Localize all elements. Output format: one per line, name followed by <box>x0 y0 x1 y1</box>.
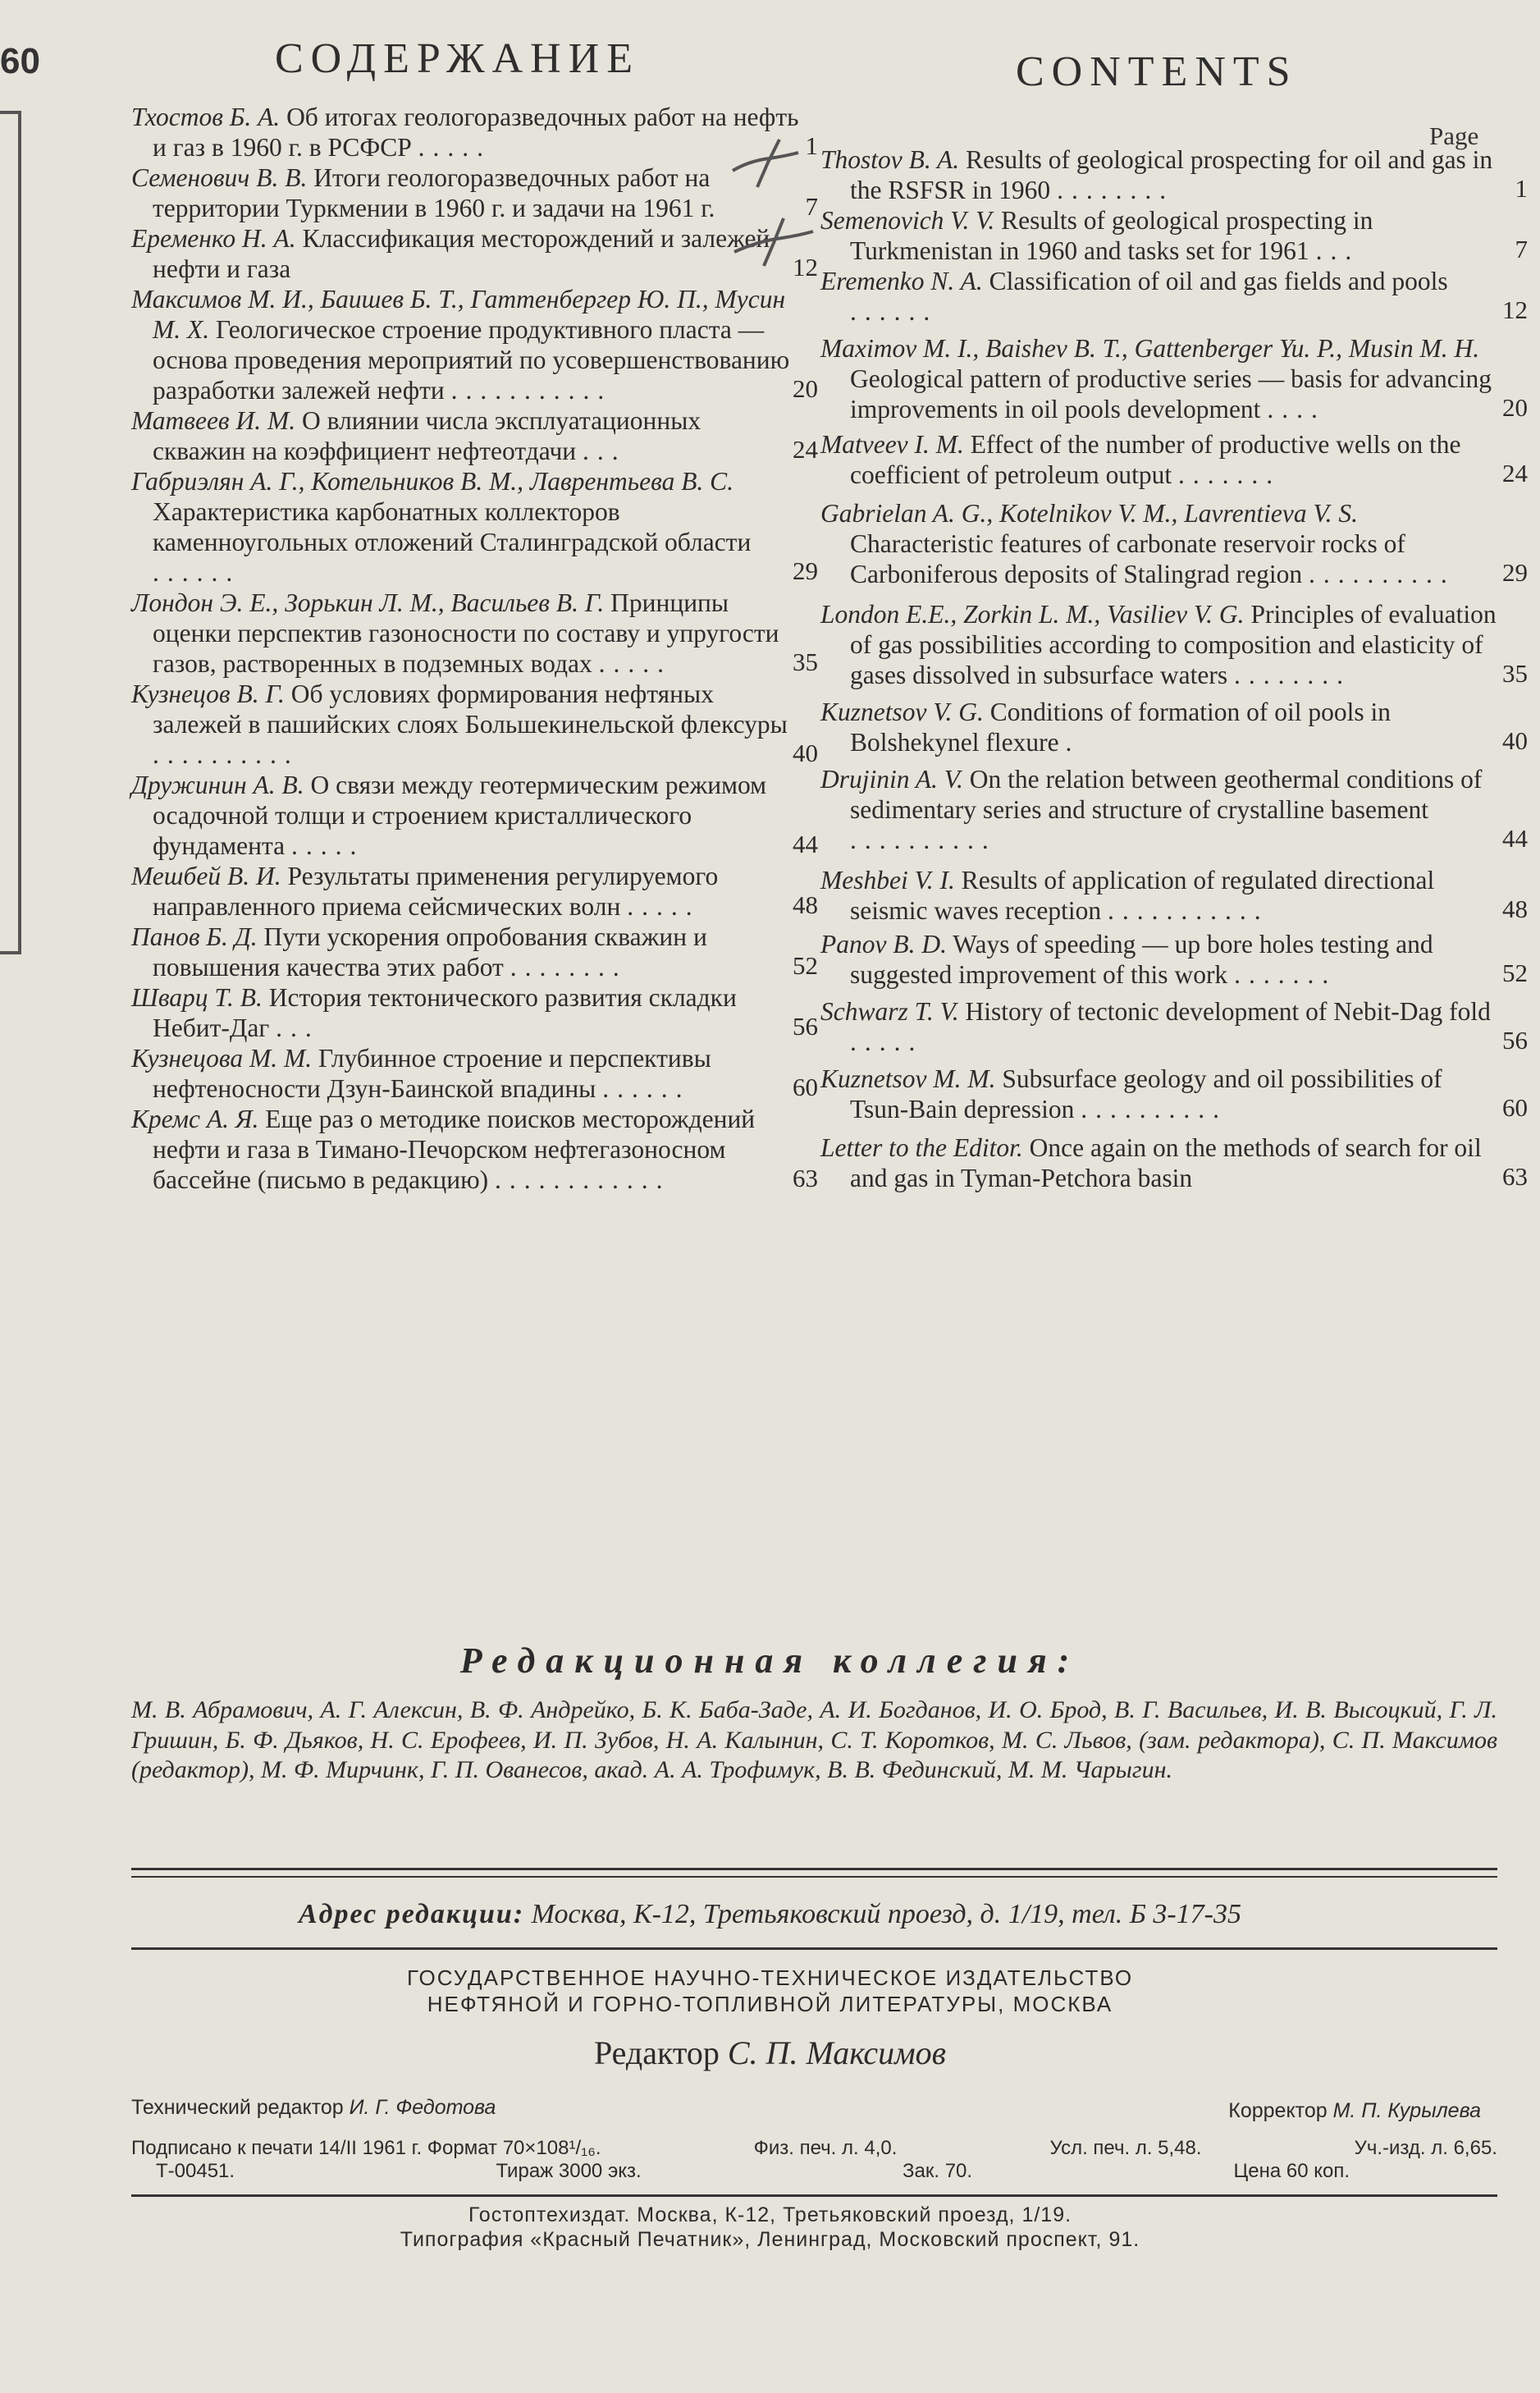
toc-entry-text: Principles of evaluation of gas possibilities according to composition and elasticity of gases dissolved in subsurface waters <box>850 600 1497 689</box>
toc-entry-page: 44 <box>1502 824 1528 853</box>
toc-entry-text: Глубинное строение и перспективы нефтеносности Дзун-Баинской впадины <box>153 1044 711 1103</box>
print-field: Тираж 3000 экз. <box>496 2160 642 2182</box>
toc-entry-page: 1 <box>805 131 818 160</box>
toc-entry <box>820 764 1528 855</box>
toc-entry-leaders: ..... <box>627 892 701 921</box>
corrector-credit <box>1228 2099 1481 2123</box>
toc-entry-leaders: .......... <box>153 740 299 769</box>
toc-entry-author: Kuznetsov M. M. <box>820 1064 996 1093</box>
divider-rule <box>131 2194 1497 2197</box>
toc-entry <box>131 588 818 679</box>
toc-entry-page: 40 <box>1502 726 1528 755</box>
toc-entry-text: История тектонического развития складки Небит-Даг <box>153 983 737 1042</box>
print-field: Усл. печ. л. 5,48. <box>1049 2137 1202 2159</box>
toc-entry-title <box>820 144 1501 205</box>
toc-entry-title <box>131 102 800 162</box>
toc-entry-title <box>131 1043 800 1104</box>
print-field: Подписано к печати 14/II 1961 г. Формат 70×108¹/₁₆. <box>131 2137 601 2159</box>
toc-entry-text: Geological pattern of productive series — basis for advancing improvements in oil pools development <box>850 364 1492 423</box>
toc-entry-leaders: ...... <box>850 297 939 326</box>
toc-entry-author: Gabrielan A. G., Kotelnikov V. M., Lavrentieva V. S. <box>820 499 1359 528</box>
toc-entry-author: Семенович В. В. <box>131 163 308 192</box>
toc-entry <box>820 996 1528 1057</box>
toc-entry-author: Кремс А. Я. <box>131 1105 259 1133</box>
toc-entry-page: 24 <box>1502 459 1528 487</box>
toc-entry-author: Кузнецов В. Г. <box>131 679 285 708</box>
toc-entry <box>820 697 1528 757</box>
toc-entry-leaders: ........ <box>1057 176 1175 204</box>
toc-entry <box>131 922 818 982</box>
toc-entry-page: 12 <box>793 253 818 281</box>
toc-entry <box>131 861 818 922</box>
toc-entry-page: 60 <box>1502 1093 1528 1122</box>
toc-entry-author: Semenovich V. V. <box>820 206 995 235</box>
toc-entry-leaders: ... <box>583 437 627 465</box>
toc-entry-title <box>820 1064 1501 1124</box>
toc-entry-title <box>820 205 1501 266</box>
en-toc <box>820 102 1528 1193</box>
toc-entry-text: Subsurface geology and oil possibilities of Tsun-Bain depression <box>850 1064 1442 1123</box>
toc-entry-page: 7 <box>1515 235 1528 263</box>
print-field: Цена 60 коп. <box>1233 2160 1350 2182</box>
toc-entry-page: 35 <box>793 647 818 676</box>
toc-entry-leaders: .......... <box>850 826 997 854</box>
toc-entry-page: 56 <box>793 1012 818 1041</box>
toc-entry-page: 29 <box>793 556 818 585</box>
toc-entry-title <box>131 922 800 982</box>
toc-entry-author: Кузнецова М. М. <box>131 1044 313 1073</box>
print-field: Уч.-изд. л. 6,65. <box>1354 2137 1497 2159</box>
address-label: Адрес редакции: <box>298 1899 525 1929</box>
toc-entry-author: Meshbei V. I. <box>820 866 955 895</box>
editor-label: Редактор <box>593 2034 728 2071</box>
toc-entry-author: Maximov M. I., Baishev B. T., Gattenberger Yu. P., Musin M. H. <box>820 334 1480 363</box>
corrector-label: Корректор <box>1228 2099 1333 2122</box>
toc-entry-page: 7 <box>805 192 818 221</box>
toc-entry-leaders: . <box>1065 728 1081 757</box>
toc-entry <box>820 144 1528 205</box>
toc-entry <box>820 205 1528 266</box>
toc-entry-text: О связи между геотермическим режимом осадочной толщи и строением кристаллического фундамента <box>153 771 767 860</box>
toc-entry-title <box>131 284 800 405</box>
toc-entry-text: Classification of oil and gas fields and pools <box>982 267 1448 295</box>
toc-entry-text: Еще раз о методике поисков месторождений нефти и газа в Тимано-Печорском нефтегазоносном бассейне (письмо в редакцию) <box>153 1105 756 1194</box>
toc-entry-author: Дружинин А. В. <box>131 771 304 799</box>
toc-entry-text: Пути ускорения опробования скважин и повышения качества этих работ <box>153 922 707 981</box>
ru-toc <box>131 102 818 1195</box>
toc-entry-title <box>820 266 1501 327</box>
toc-entry <box>820 929 1528 990</box>
toc-entry-title <box>820 697 1501 757</box>
toc-entry-author: Габриэлян А. Г., Котельников В. М., Лаврентьева В. С. <box>131 467 734 496</box>
toc-entry-text: Геологическое строение продуктивного пласта — основа проведения мероприятий по усовершенствованию разработки залежей нефти <box>153 315 790 405</box>
toc-entry-leaders: ... <box>276 1013 320 1042</box>
toc-entry-text: Effect of the number of productive wells on the coefficient of petroleum output <box>850 430 1461 489</box>
toc-entry-page: 60 <box>793 1073 818 1101</box>
toc-entry <box>131 1104 818 1195</box>
toc-entry-text: Characteristic features of carbonate reservoir rocks of Carboniferous deposits of Stalingrad region <box>850 529 1405 588</box>
en-contents-title: CONTENTS <box>1016 48 1298 95</box>
toc-entry-page: 40 <box>793 739 818 767</box>
toc-entry-leaders: .......... <box>1309 560 1455 588</box>
page-column-header: Page <box>1429 121 1479 150</box>
toc-entry-leaders: ...... <box>153 558 241 587</box>
toc-entry-title <box>820 333 1501 424</box>
toc-entry-author: London E.E., Zorkin L. M., Vasiliev V. G. <box>820 600 1245 629</box>
toc-entry-author: Еременко Н. А. <box>131 224 296 253</box>
toc-entry-text: Об условиях формирования нефтяных залежей в пашийских слоях Большекинельской флексуры <box>153 679 788 739</box>
toc-entry-leaders: ............ <box>495 1165 671 1194</box>
toc-entry-text: Об итогах геологоразведочных работ на нефть и газ в 1960 г. в РСФСР <box>153 103 799 162</box>
toc-entry-leaders: ...... <box>602 1074 691 1103</box>
toc-entry-leaders: ..... <box>850 1027 924 1056</box>
toc-entry-author: Letter to the Editor. <box>820 1133 1023 1162</box>
toc-entry-page: 35 <box>1502 659 1528 688</box>
toc-entry-page: 63 <box>793 1164 818 1192</box>
editor-name: С. П. Максимов <box>727 2034 947 2071</box>
toc-entry-author: Schwarz T. V. <box>820 997 959 1026</box>
toc-entry <box>820 266 1528 327</box>
tech-editor-name: И. Г. Федотова <box>349 2096 496 2119</box>
toc-entry-title <box>131 982 800 1043</box>
toc-entry-author: Drujinin A. V. <box>820 765 963 794</box>
toc-entry <box>820 599 1528 690</box>
toc-entry-leaders: ..... <box>291 831 365 860</box>
toc-entry-leaders: ........... <box>1108 896 1269 925</box>
print-field: Физ. печ. л. 4,0. <box>753 2137 898 2159</box>
toc-entry-page: 52 <box>1502 959 1528 987</box>
toc-entry <box>820 333 1528 424</box>
publisher-line: НЕФТЯНОЙ И ГОРНО-ТОПЛИВНОЙ ЛИТЕРАТУРЫ, МОСКВА <box>427 1992 1113 2016</box>
toc-entry-author: Панов Б. Д. <box>131 922 258 951</box>
toc-entry-page: 12 <box>1502 295 1528 324</box>
toc-entry-title <box>131 162 800 223</box>
toc-entry-text: Классификация месторождений и залежей нефти и газа <box>153 224 770 283</box>
toc-entry-leaders: ..... <box>418 133 492 162</box>
toc-entry-text: On the relation between geothermal conditions of sedimentary series and structure of crystalline basement <box>850 765 1483 824</box>
toc-entry-text: Results of geological prospecting in Turkmenistan in 1960 and tasks set for 1961 <box>850 206 1373 265</box>
print-field: Зак. 70. <box>903 2160 973 2182</box>
toc-entry-leaders: ... <box>1315 236 1360 265</box>
editorial-board-members: М. В. Абрамович, А. Г. Алексин, В. Ф. Андрейко, Б. К. Баба-Заде, А. И. Богданов, И. О. Брод, В. Г. Васильев, И. В. Высоцкий, Г. Л. Гришин, Б. Ф. Дьяков, Н. С. Ерофеев, И. П. Зубов, Н. А. Калынин, С. Т. Коротков, М. С. Львов, (зам. редактора), С. П. Максимов (редактор), М. Ф. Мирчинк, Г. П. Ованесов, акад. А. А. Трофимук, В. В. Фединский, М. М. Чарыгин. <box>131 1696 1497 1783</box>
editorial-address <box>0 1899 1540 1930</box>
pencil-check-mark-icon <box>733 215 815 272</box>
toc-entry-author: Максимов М. И., Баишев Б. Т., Гаттенбергер Ю. П., Мусин М. Х. <box>131 285 786 344</box>
toc-entry-title <box>131 466 800 588</box>
toc-entry-title <box>131 861 800 922</box>
divider-rule <box>131 1876 1497 1878</box>
publisher-line: ГОСУДАРСТВЕННОЕ НАУЧНО-ТЕХНИЧЕСКОЕ ИЗДАТЕЛЬСТВО <box>406 1965 1134 1990</box>
toc-entry-leaders: ....... <box>1234 960 1337 989</box>
toc-entry-title <box>131 1104 800 1195</box>
toc-entry-leaders: .... <box>1267 395 1326 423</box>
toc-entry <box>131 1043 818 1104</box>
toc-entry-text: О влиянии числа эксплуатационных скважин на коэффициент нефтеотдачи <box>153 406 701 465</box>
toc-entry-text: History of tectonic development of Nebit-Dag fold <box>958 997 1491 1026</box>
pencil-check-mark-icon <box>729 138 802 195</box>
toc-entry <box>131 982 818 1043</box>
toc-entry-page: 52 <box>793 951 818 980</box>
toc-entry-title <box>820 498 1501 589</box>
toc-entry-text: Conditions of formation of oil pools in Bolshekynel flexure <box>850 698 1391 757</box>
tech-editor-label: Технический редактор <box>131 2096 350 2119</box>
toc-entry-page: 20 <box>793 374 818 403</box>
toc-entry-page: 20 <box>1502 393 1528 422</box>
toc-entry-author: Тхостов Б. А. <box>131 103 281 131</box>
toc-entry-page: 48 <box>793 890 818 919</box>
editorial-board-title: Редакционная коллегия: <box>459 1640 1081 1681</box>
toc-entry <box>131 679 818 770</box>
toc-entry-title <box>820 429 1501 490</box>
toc-entry-leaders: ....... <box>1178 460 1282 489</box>
toc-entry-author: Kuznetsov V. G. <box>820 698 984 726</box>
toc-entry-page: 44 <box>793 830 818 858</box>
print-row <box>131 2137 1497 2160</box>
toc-entry-author: Thostov B. A. <box>820 145 960 174</box>
toc-entry-author: Лондон Э. Е., Зорькин Л. М., Васильев В. Г. <box>131 588 605 617</box>
divider-rule <box>131 1868 1497 1870</box>
toc-entry-author: Matveev I. M. <box>820 430 964 459</box>
toc-entry-title <box>820 865 1501 926</box>
toc-entry-leaders: .......... <box>1081 1095 1228 1123</box>
toc-entry-page: 48 <box>1502 895 1528 923</box>
toc-entry-text: Results of geological prospecting for oil and gas in the RSFSR in 1960 <box>850 145 1493 204</box>
toc-entry-page: 1 <box>1515 174 1528 203</box>
toc-entry <box>131 405 818 466</box>
toc-entry <box>820 865 1528 926</box>
toc-entry-leaders: ........ <box>1234 661 1352 689</box>
toc-entry-title <box>131 223 800 284</box>
margin-bracket <box>0 111 21 954</box>
toc-entry <box>820 429 1528 490</box>
divider-rule <box>131 1947 1497 1950</box>
print-row <box>131 2160 1497 2183</box>
print-field: Т-00451. <box>156 2160 235 2182</box>
toc-entry <box>820 1132 1528 1193</box>
toc-entry-author: Мешбей В. И. <box>131 862 281 890</box>
ru-contents-title: СОДЕРЖАНИЕ <box>275 35 640 82</box>
corrector-name: М. П. Курылева <box>1332 2099 1481 2122</box>
toc-entry-leaders: ..... <box>598 649 673 678</box>
toc-entry-title <box>131 679 800 770</box>
toc-entry-title <box>820 929 1501 990</box>
toc-entry-text: Характеристика карбонатных коллекторов каменноугольных отложений Сталинградской области <box>153 497 752 556</box>
print-details <box>131 2137 1497 2183</box>
toc-entry-page: 56 <box>1502 1026 1528 1055</box>
tech-editor-credit <box>131 2096 496 2120</box>
toc-entry-text: Results of application of regulated directional seismic waves reception <box>850 866 1435 925</box>
publisher-name <box>0 1965 1540 2017</box>
toc-entry <box>131 223 818 284</box>
toc-entry <box>131 162 818 223</box>
toc-entry-title <box>131 405 800 466</box>
toc-entry-title <box>820 996 1501 1057</box>
toc-entry-author: Eremenko N. A. <box>820 267 983 295</box>
toc-entry-text: Принципы оценки перспектив газоносности по составу и упругости газов, растворенных в подземных водах <box>153 588 779 678</box>
toc-entry-leaders: ........ <box>510 953 628 981</box>
toc-entry-title <box>131 770 800 861</box>
toc-entry-page: 29 <box>1502 558 1528 587</box>
toc-entry-text: Ways of speeding — up bore holes testing and suggested improvement of this work <box>850 930 1433 989</box>
toc-entry-author: Panov B. D. <box>820 930 947 959</box>
toc-entry <box>131 284 818 405</box>
toc-entry <box>131 770 818 861</box>
toc-entry-title <box>820 764 1501 855</box>
toc-entry <box>131 102 818 162</box>
toc-entry <box>131 466 818 588</box>
editor-credit <box>0 2034 1540 2072</box>
toc-entry-text: Итоги геологоразведочных работ на территории Туркмении в 1960 г. и задачи на 1961 г. <box>153 163 715 222</box>
address-text: Москва, К-12, Третьяковский проезд, д. 1/19, тел. Б 3-17-35 <box>524 1899 1241 1929</box>
toc-entry <box>820 1064 1528 1124</box>
toc-entry-page: 63 <box>1502 1162 1528 1191</box>
toc-entry-text: Once again on the methods of search for oil and gas in Tyman-Petchora basin <box>850 1133 1482 1192</box>
toc-entry-title <box>820 1132 1501 1193</box>
toc-entry <box>820 498 1528 589</box>
imprint-line: Гостоптехиздат. Москва, К-12, Третьяковский проезд, 1/19. <box>468 2203 1072 2226</box>
toc-entry-author: Матвеев И. М. <box>131 406 296 435</box>
imprint-line: Типография «Красный Печатник», Ленинград, Московский проспект, 91. <box>400 2228 1140 2251</box>
toc-entry-title <box>820 599 1501 690</box>
toc-entry-text: Результаты применения регулируемого направленного приема сейсмических волн <box>153 862 719 921</box>
toc-entry-page: 24 <box>793 435 818 464</box>
page-number: 60 <box>0 41 40 81</box>
toc-entry-title <box>131 588 800 679</box>
toc-entry-author: Шварц Т. В. <box>131 983 263 1012</box>
toc-entry-leaders: ........... <box>450 376 613 405</box>
printer-imprint <box>0 2203 1540 2252</box>
